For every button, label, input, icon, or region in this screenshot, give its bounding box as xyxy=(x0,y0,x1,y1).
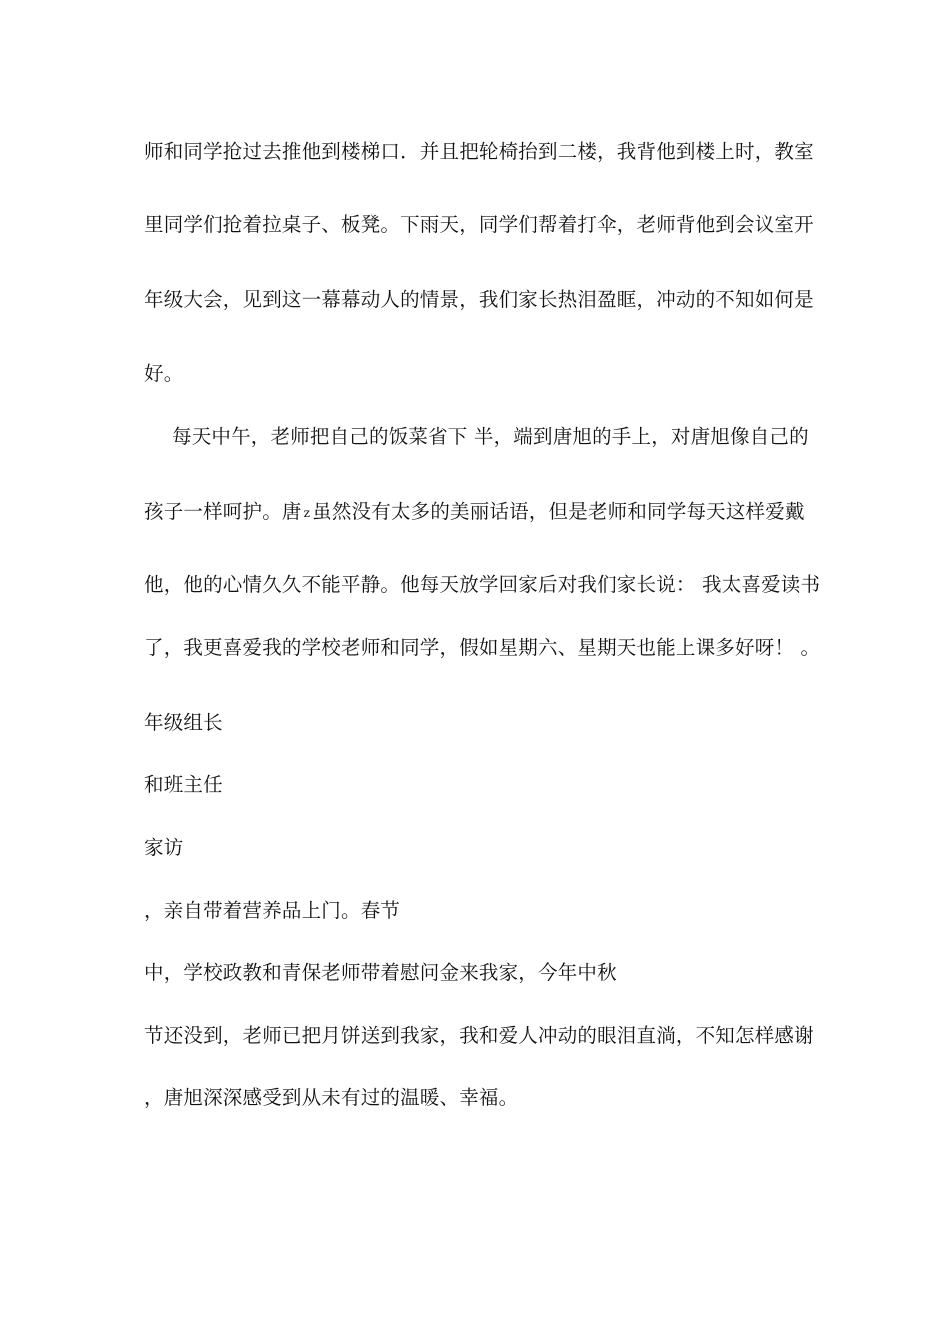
paragraph-2-line-1: 每天中午，老师把自己的饭菜省下 半，端到唐旭的手上，对唐旭像自己的 xyxy=(172,425,809,448)
fragment-line-1: 年级组长 xyxy=(144,711,223,734)
paragraph-1-line-2: 里同学们抢着拉桌子、板凳。下雨天，同学们帮着打伞，老师背他到会议室开 xyxy=(144,213,814,236)
ocr-mark: z xyxy=(303,506,311,520)
paragraph-2-line-2-end: 虽然没有太多的美丽话语，但是老师和同学每天这样爱戴 xyxy=(312,500,805,523)
paragraph-2-line-2 xyxy=(144,500,805,525)
fragment-line-4: ，亲自带着营养品上门。春节 xyxy=(144,899,401,922)
fragment-line-7: ，唐旭深深感受到从未有过的温暖、幸福。 xyxy=(144,1086,519,1109)
fragment-line-3: 家访 xyxy=(144,836,184,859)
paragraph-1-line-3: 年级大会，见到这一幕幕动人的情景，我们家长热泪盈眶，冲动的不知如何是 xyxy=(144,288,814,311)
paragraph-2-line-4: 了，我更喜爱我的学校老师和同学，假如星期六、星期天也能上课多好呀！ 。 xyxy=(144,636,821,659)
fragment-line-5: 中，学校政教和青保老师带着慰问金来我家，今年中秋 xyxy=(144,961,617,984)
fragment-line-6: 节还没到，老师已把月饼送到我家，我和爱人冲动的眼泪直淌，不知怎样感谢 xyxy=(144,1024,814,1047)
paragraph-1-line-1: 师和同学抢过去推他到楼梯口．并且把轮椅抬到二楼，我背他到楼上时，教室 xyxy=(144,140,814,163)
paragraph-2-line-3: 他，他的心情久久不能平静。他每天放学回家后对我们家长说： 我太喜爱读书 xyxy=(144,573,821,596)
paragraph-2-line-2-start: 孩子一样呵护。唐 xyxy=(144,500,302,523)
paragraph-1-line-4: 好。 xyxy=(144,362,184,385)
fragment-line-2: 和班主任 xyxy=(144,773,223,796)
